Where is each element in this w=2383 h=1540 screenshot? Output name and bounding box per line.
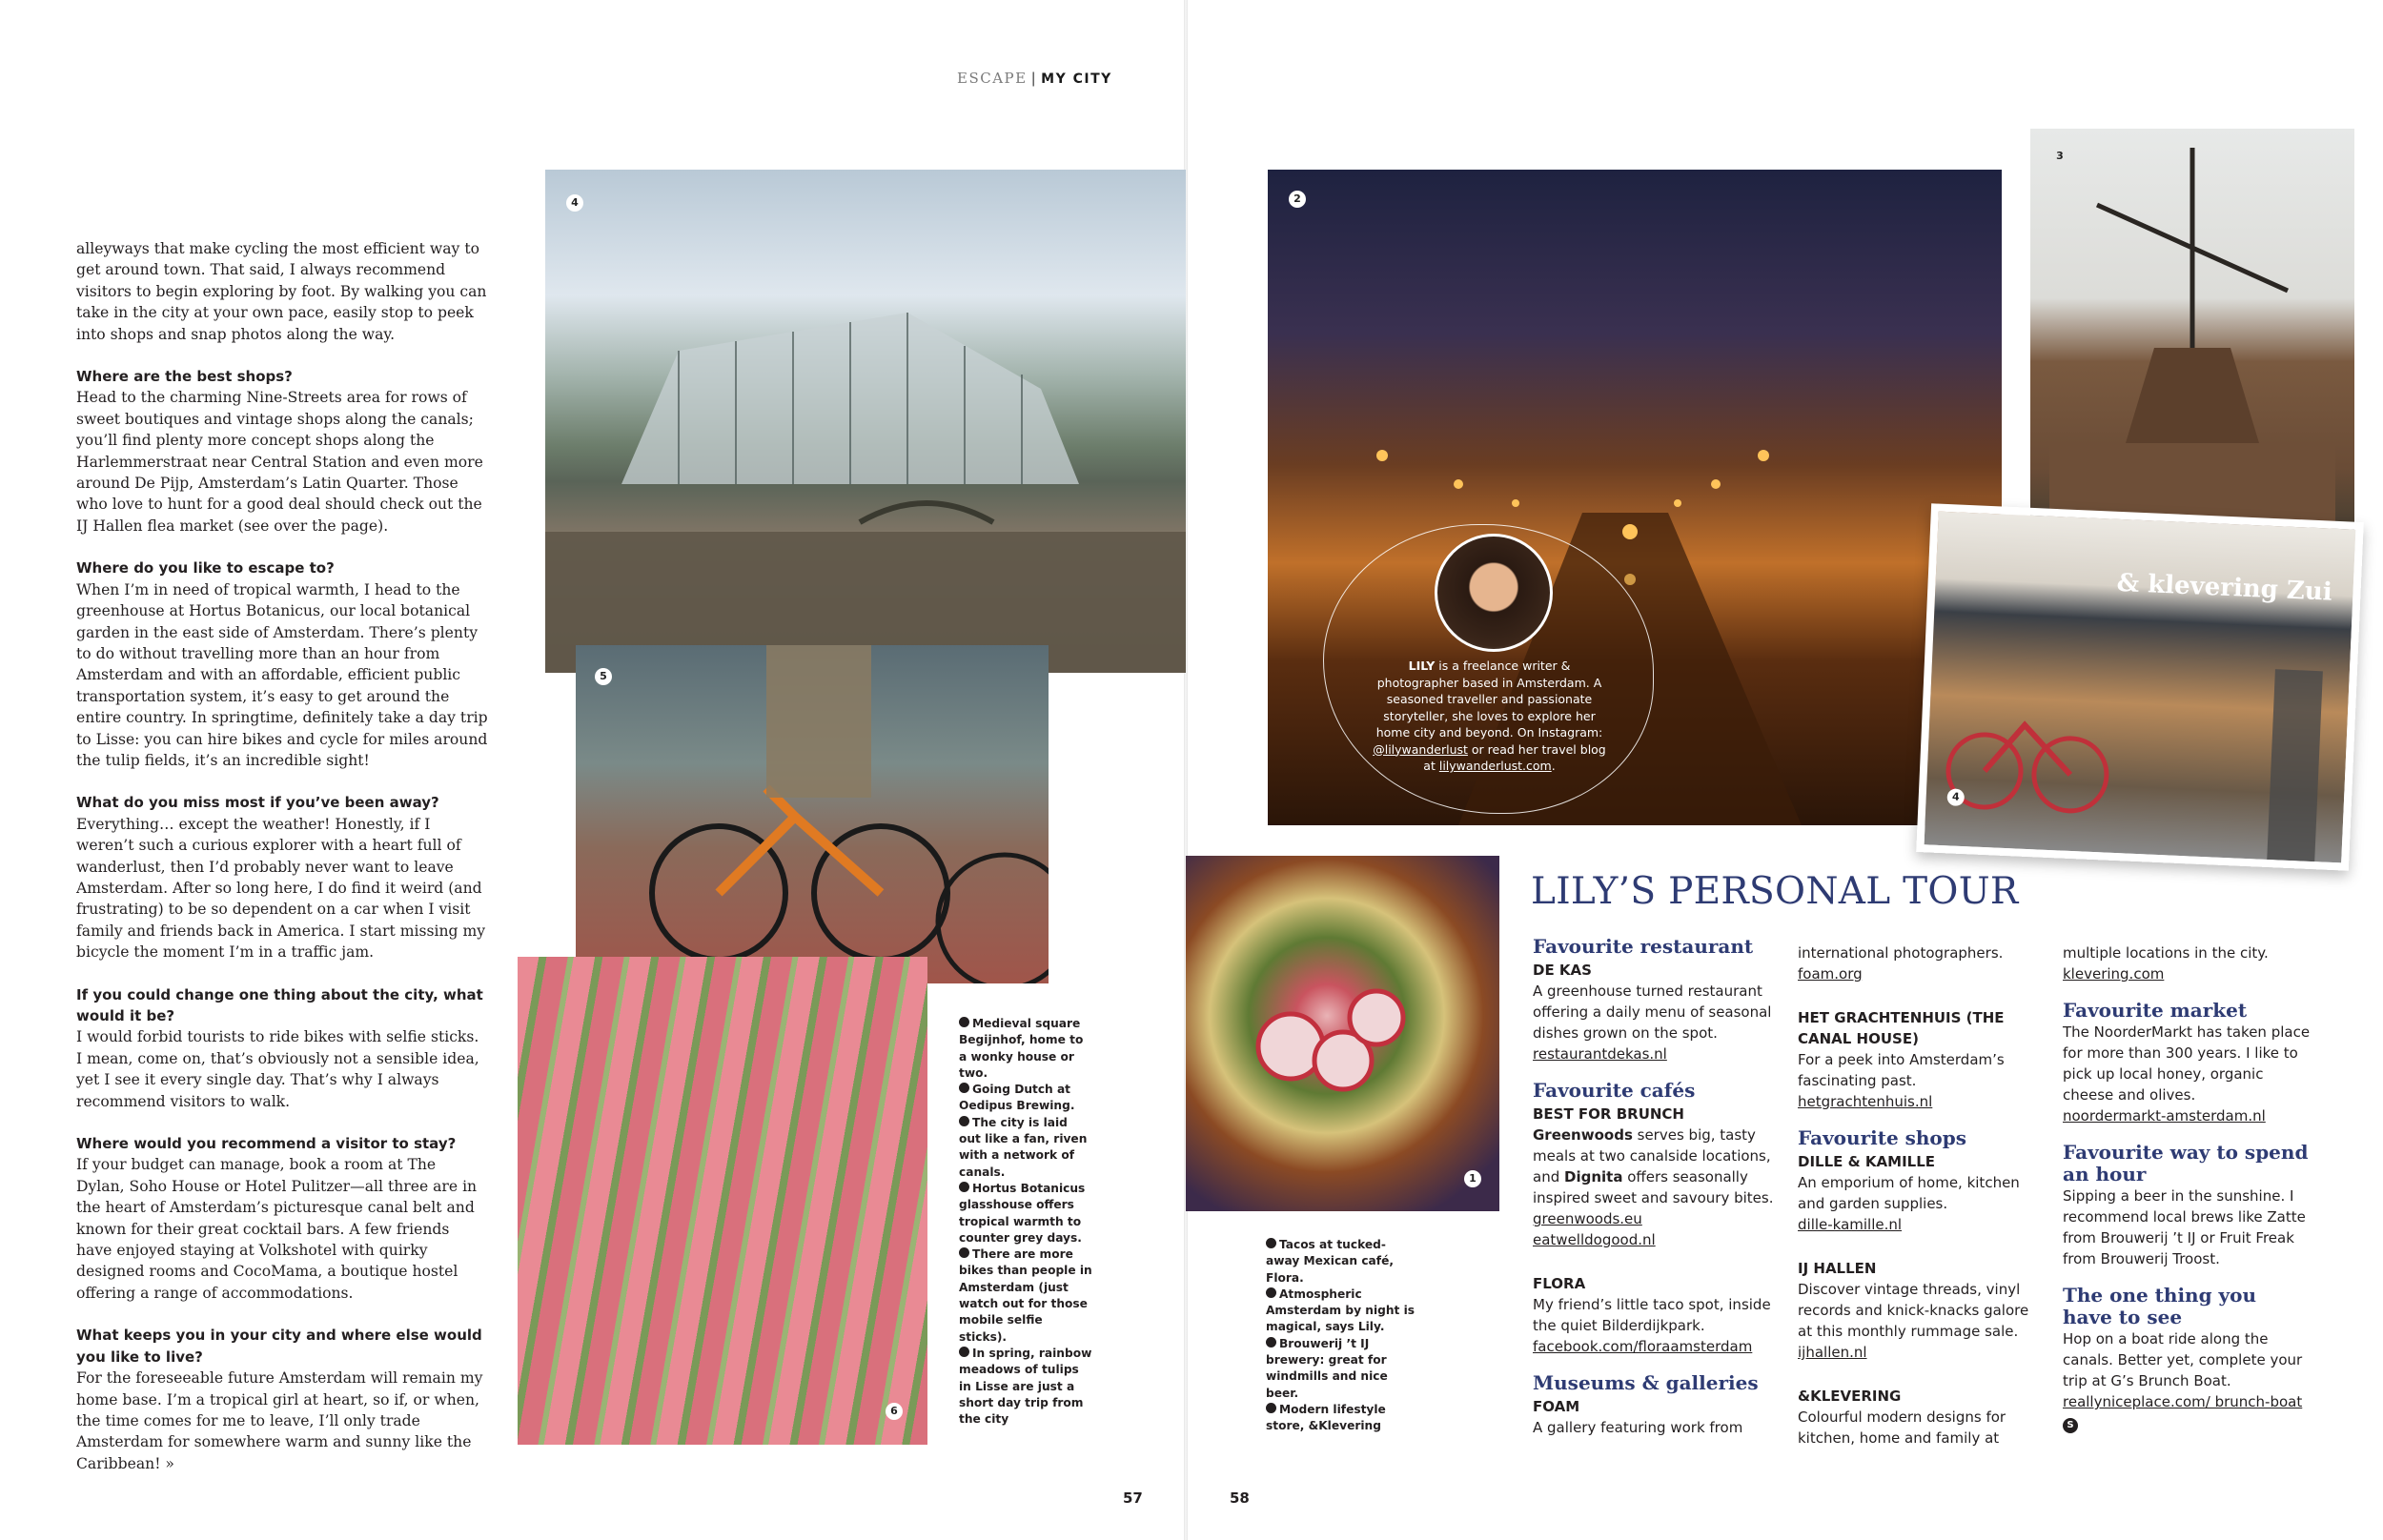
running-header: ESCAPE | MY CITY [957,70,1112,87]
caption-item: Going Dutch at Oedipus Brewing. [959,1083,1075,1113]
venue-name: IJ HALLEN [1798,1260,1877,1277]
venue-name: DE KAS [1533,962,1592,979]
caption-number-icon [1266,1403,1276,1413]
caption-number-icon [959,1083,969,1093]
caption-number-icon [959,1182,969,1192]
venue-link[interactable]: restaurantdekas.nl [1533,1045,1667,1063]
tour-title: LILY’S PERSONAL TOUR [1531,870,2019,913]
caption-number-icon [1266,1238,1276,1248]
question: What do you miss most if you’ve been away? [76,794,439,812]
article-paragraph: If you could change one thing about the city, what would it be? I would forbid tourists to ride bikes with selfie sticks. I mean, come on, that’s obviously not a sensible idea, yet I see it every single day. That’s why I always recommend visitors to walk. [76,984,488,1112]
caption-number-icon [959,1347,969,1357]
caption-number-icon [959,1116,969,1126]
venue-link[interactable]: eatwelldogood.nl [1533,1231,1656,1248]
photo-number: 2 [1289,191,1306,208]
greenhouse-photo [545,170,1186,673]
article-paragraph: What keeps you in your city and where else would you like to live? For the foreseeable future Amsterdam will remain my home base. I’m a tropical girl at heart, so if, or when, the time comes for me to leave, I’ll only trade Amsterdam for somewhere warm and sunny like the Caribbean! » [76,1325,488,1474]
header-section: ESCAPE [957,70,1028,87]
author-bio: LILY is a freelance writer & photographer based in Amsterdam. A seasoned traveller and passionate storyteller, she loves to explore her home city and beyond. On Instagram: @lilywanderlust or read her travel blog at lilywanderlust.com. [1373,659,1606,773]
venue-description: multiple locations in the city. [2063,944,2269,962]
venue-name: BEST FOR BRUNCH [1533,1105,1684,1123]
tour-heading: Favourite restaurant [1533,935,1754,958]
venue-description: Hop on a boat ride along the canals. Better yet, complete your trip at G’s Brunch Boat. [2063,1330,2303,1389]
photo-number: 4 [566,194,583,212]
caption-item: There are more bikes than people in Amsterdam (just watch out for those mobile selfie sticks). [959,1247,1092,1344]
question: Where are the best shops? [76,368,293,386]
caption-item: Modern lifestyle store, &Klevering [1266,1402,1386,1433]
venue-description: Discover vintage threads, vinyl records and knick-knacks galore at this monthly rummage sale. [1798,1281,2029,1340]
header-subsection: MY CITY [1041,71,1112,87]
venue-description: My friend’s little taco spot, inside the quiet Bilderdijkpark. [1533,1296,1771,1334]
article-paragraph: Where do you like to escape to? When I’m in need of tropical warmth, I head to the greenhouse at Hortus Botanicus, our local botanical garden in the east side of Amsterdam. There’s plenty to do without travelling more than an hour from Amsterdam and with an affordable, efficient public transportation system, it’s easy to get around the entire country. In springtime, definitely take a day trip to Lisse: you can hire bikes and cycle for miles around the tulip fields, it’s an incredible sight! [76,559,488,769]
page-number-right: 58 [1230,1489,1250,1507]
blog-link[interactable]: lilywanderlust.com [1438,759,1552,773]
venue-description: An emporium of home, kitchen and garden supplies. [1798,1174,2020,1212]
article-paragraph: Where would you recommend a visitor to stay? If your budget can manage, book a room at The Dylan, Soho House or Hotel Pulitzer—all three are in the heart of Amsterdam’s picturesque canal belt and known for their great cocktail bars. A few friends have enjoyed staying at Volkshotel with quirky designed rooms and CocoMama, a boutique hostel offering a range of accommodations. [76,1133,488,1304]
tacos-photo [1186,856,1499,1211]
question: If you could change one thing about the city, what would it be? [76,985,483,1024]
venue-description: Greenwoods serves big, tasty meals at two canalside locations, and Dignita offers seasonally inspired sweet and savoury bites. [1533,1126,1774,1206]
instagram-link[interactable]: @lilywanderlust [1373,741,1468,757]
photo-captions [959,1016,1092,1428]
tour-column-1 [1533,936,1781,1438]
tour-heading: Favourite shops [1798,1126,1967,1149]
author-avatar [1435,534,1553,652]
venue-description: For a peek into Amsterdam’s fascinating past. [1798,1051,2005,1089]
caption-number-icon [959,1017,969,1027]
page-number-left: 57 [1123,1489,1143,1507]
tour-heading: The one thing you have to see [2063,1284,2257,1328]
venue-name: &KLEVERING [1798,1388,1902,1405]
author-name: LILY [1408,659,1436,673]
caption-item: Brouwerij ’t IJ brewery: great for windmills and nice beer. [1266,1336,1388,1400]
photo-number: 3 [2056,150,2064,162]
photo-captions [1266,1237,1418,1435]
venue-description: Colourful modern designs for kitchen, home and family at [1798,1408,2006,1447]
venue-link[interactable]: dille-kamille.nl [1798,1216,1903,1233]
caption-number-icon [1266,1337,1276,1348]
venue-link[interactable]: greenwoods.eu [1533,1210,1642,1227]
venue-description: A greenhouse turned restaurant offering a daily menu of seasonal dishes grown on the spot. [1533,983,1772,1042]
tour-heading: Favourite market [2063,999,2248,1022]
tour-column-2 [1798,942,2046,1449]
article-paragraph: alleyways that make cycling the most efficient way to get around town. That said, I always recommend visitors to begin exploring by foot. By walking you can take in the city at your own pace, easily stop to peek into shops and snap photos along the way. [76,240,487,343]
venue-name: HET GRACHTENHUIS (THE CANAL HOUSE) [1798,1009,2005,1047]
photo-number: 4 [1946,788,1965,806]
question: Where would you recommend a visitor to stay? [76,1135,457,1153]
end-mark-icon: S [2063,1418,2078,1433]
venue-link[interactable]: klevering.com [2063,965,2165,983]
venue-description: A gallery featuring work from [1533,1419,1743,1436]
question: Where do you like to escape to? [76,559,335,578]
article-column [76,238,488,1495]
venue-description: international photographers. [1798,944,2004,962]
caption-item: Medieval square Begijnhof, home to a wonky house or two. [959,1017,1084,1080]
venue-link[interactable]: reallyniceplace.com/ brunch-boat [2063,1393,2303,1410]
venue-description: The NoorderMarkt has taken place for more than 300 years. I like to pick up local honey, organic cheese and olives. [2063,1023,2311,1104]
shop-sign: & klevering Zui [2116,568,2333,607]
photo-number: 1 [1464,1170,1481,1187]
caption-item: Atmospheric Amsterdam by night is magical, says Lily. [1266,1287,1416,1334]
venue-link-row [2063,1391,2311,1433]
caption-item: The city is laid out like a fan, riven with a network of canals. [959,1115,1088,1179]
tour-heading: Favourite way to spend an hour [2063,1141,2309,1185]
venue-link[interactable]: facebook.com/floraamsterdam [1533,1338,1753,1355]
tour-heading: Museums & galleries [1533,1371,1759,1394]
venue-link[interactable]: noordermarkt-amsterdam.nl [2063,1107,2266,1125]
caption-item: Hortus Botanicus glasshouse offers tropical warmth to counter grey days. [959,1181,1086,1245]
caption-item: In spring, rainbow meadows of tulips in Lisse are just a short day trip from the city [959,1346,1092,1427]
article-paragraph: What do you miss most if you’ve been away? Everything… except the weather! Honestly, if I weren’t such a curious explorer with a heart full of wanderlust, then I’d probably never want to leave Amsterdam. After so long here, I do find it weird (and frustrating) to be so dependent on a car when I visit family and friends back in America. I start missing my bicycle the moment I’m in a traffic jam. [76,792,488,962]
venue-link[interactable]: ijhallen.nl [1798,1344,1867,1361]
cyclist-photo [576,645,1049,983]
venue-link[interactable]: foam.org [1798,965,1863,983]
tulip-field-photo [518,957,927,1445]
caption-item: Tacos at tucked-away Mexican café, Flora. [1266,1238,1394,1285]
venue-name: FLORA [1533,1275,1586,1292]
venue-name: DILLE & KAMILLE [1798,1153,1936,1170]
venue-description: Sipping a beer in the sunshine. I recommend local brews like Zatte from Brouwerij ’t IJ or Fruit Freak from Brouwerij Troost. [2063,1187,2306,1267]
photo-number: 6 [886,1403,903,1420]
tour-column-3 [2063,942,2311,1433]
photo-number: 5 [595,668,612,685]
caption-number-icon [959,1247,969,1258]
windmill-photo [2030,129,2354,553]
question: What keeps you in your city and where else would you like to live? [76,1327,482,1366]
venue-name: FOAM [1533,1398,1580,1415]
venue-link[interactable]: hetgrachtenhuis.nl [1798,1093,1933,1110]
article-paragraph: Where are the best shops? Head to the charming Nine-Streets area for rows of sweet boutiques and vintage shops along the canals; you’ll find plenty more concept shops along the Harlemmerstraat near Central Station and even more around De Pijp, Amsterdam’s Latin Quarter. Those who love to hunt for a good deal should check out the IJ Hallen flea market (see over the page). [76,366,488,537]
shop-photo [1916,503,2364,870]
tour-heading: Favourite cafés [1533,1079,1696,1102]
caption-number-icon [1266,1287,1276,1298]
